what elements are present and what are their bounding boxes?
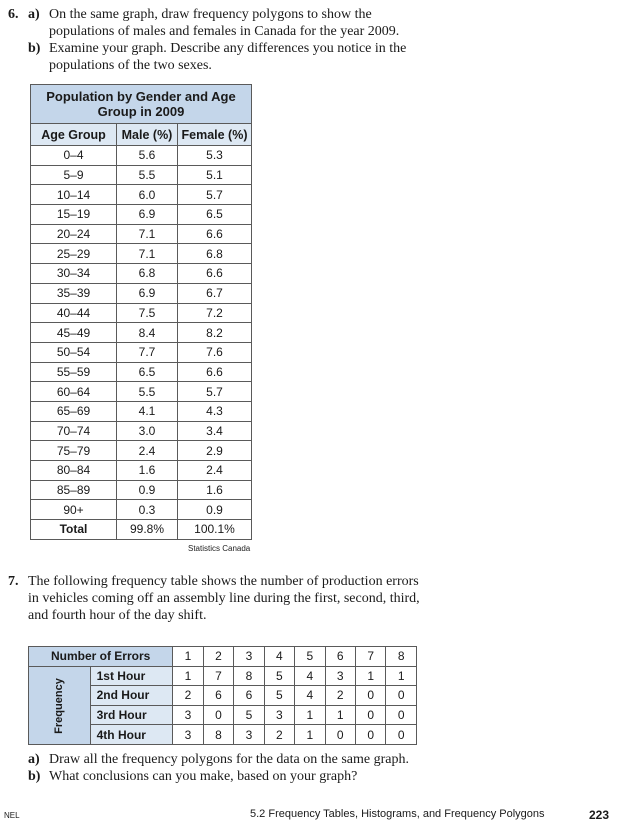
table-cell: 1.6 (178, 480, 252, 500)
age-group-cell: 65–69 (31, 401, 117, 421)
total-row (31, 520, 252, 540)
age-group-cell: 55–59 (31, 362, 117, 382)
age-group-cell: 70–74 (31, 421, 117, 441)
question-line: and fourth hour of the day shift. (28, 608, 207, 623)
table-cell: 7.1 (117, 244, 178, 264)
table-row (31, 283, 252, 303)
table-cell: 3.0 (117, 421, 178, 441)
table-row (31, 421, 252, 441)
table-row (31, 401, 252, 421)
part-b-line: Examine your graph. Describe any differences you notice in the (49, 41, 407, 56)
table-cell: 1 (386, 666, 417, 686)
table-cell: 6.6 (178, 224, 252, 244)
table-cell: 1 (356, 666, 386, 686)
table-cell: 2.4 (117, 441, 178, 461)
table-cell: 5 (234, 705, 264, 725)
question-number: 6. (8, 7, 19, 22)
part-a-line: On the same graph, draw frequency polygons to show the (49, 7, 372, 22)
question-7-parts (28, 751, 618, 791)
table-cell: 5.1 (178, 165, 252, 185)
table-cell: 0 (386, 705, 417, 725)
table-cell: 4.3 (178, 401, 252, 421)
table-cell: 0.9 (178, 500, 252, 520)
table-cell: 7.1 (117, 224, 178, 244)
table-cell: 5.5 (117, 382, 178, 402)
table-cell: 3 (173, 725, 203, 745)
error-count-header: 3 (234, 647, 264, 667)
table-cell: 4.1 (117, 401, 178, 421)
question-7 (8, 573, 618, 628)
hour-label: 2nd Hour (90, 686, 173, 706)
table-cell: 5 (264, 666, 294, 686)
table-cell: 8.2 (178, 323, 252, 343)
table-cell: 5 (264, 686, 294, 706)
table-cell: 2 (173, 686, 203, 706)
table-cell: 3 (173, 705, 203, 725)
part-b-label: b) (28, 41, 41, 56)
table-cell: 2.4 (178, 461, 252, 481)
error-count-header: 4 (264, 647, 294, 667)
table-row (31, 441, 252, 461)
table-row (31, 185, 252, 205)
column-header: Female (%) (178, 124, 252, 146)
table-cell: 5.7 (178, 185, 252, 205)
table-row (31, 480, 252, 500)
table-cell: 1 (295, 705, 325, 725)
table-cell: 3.4 (178, 421, 252, 441)
error-count-header: 7 (356, 647, 386, 667)
age-group-cell: 40–44 (31, 303, 117, 323)
table-row (31, 362, 252, 382)
table-row (31, 342, 252, 362)
table-cell: 2 (264, 725, 294, 745)
table-cell: 3 (264, 705, 294, 725)
source-note: Statistics Canada (188, 544, 251, 553)
table-cell: 0 (386, 686, 417, 706)
table-cell: 5.3 (178, 146, 252, 166)
error-count-header: 8 (386, 647, 417, 667)
error-count-header: 5 (295, 647, 325, 667)
table-cell: 1.6 (117, 461, 178, 481)
table-cell: 6.8 (117, 264, 178, 284)
part-b-line: populations of the two sexes. (49, 58, 212, 73)
table-cell: 0 (356, 705, 386, 725)
table-cell: 5.6 (117, 146, 178, 166)
column-header: Age Group (31, 124, 117, 146)
age-group-cell: 85–89 (31, 480, 117, 500)
table-cell: 6.6 (178, 362, 252, 382)
table-cell: 2.9 (178, 441, 252, 461)
errors-table (28, 646, 417, 745)
table-cell: 3 (325, 666, 355, 686)
frequency-side-label: Frequency (29, 666, 91, 744)
hour-label: 4th Hour (90, 725, 173, 745)
error-count-header: 1 (173, 647, 203, 667)
table-cell: 8 (234, 666, 264, 686)
table-row (31, 165, 252, 185)
table-cell: 7.6 (178, 342, 252, 362)
age-group-cell: 15–19 (31, 205, 117, 225)
question-line: in vehicles coming off an assembly line during the first, second, third, (28, 591, 420, 606)
age-group-cell: 80–84 (31, 461, 117, 481)
part-a-label: a) (28, 752, 40, 767)
table-cell: 8.4 (117, 323, 178, 343)
table-row (31, 303, 252, 323)
table-cell: 3 (234, 725, 264, 745)
table-cell: 7.2 (178, 303, 252, 323)
table-cell: 1 (325, 705, 355, 725)
hour-label: 3rd Hour (90, 705, 173, 725)
table-cell: 0 (386, 725, 417, 745)
table-title: Population by Gender and Age Group in 2009 (31, 85, 252, 124)
table-cell: 4 (295, 686, 325, 706)
hour-label: 1st Hour (90, 666, 173, 686)
question-line: The following frequency table shows the number of production errors (28, 574, 419, 589)
table-cell: 0.9 (117, 480, 178, 500)
section-title: 5.2 Frequency Tables, Histograms, and Frequency Polygons (250, 808, 545, 820)
population-table (30, 84, 252, 540)
table-cell: 7.5 (117, 303, 178, 323)
table-cell: 0 (356, 686, 386, 706)
table-cell: 6 (234, 686, 264, 706)
table-cell: 1 (295, 725, 325, 745)
table-cell: 6.5 (178, 205, 252, 225)
age-group-cell: 20–24 (31, 224, 117, 244)
table-cell: 6.5 (117, 362, 178, 382)
part-b-text: What conclusions can you make, based on your graph? (49, 769, 358, 784)
table-cell: 7.7 (117, 342, 178, 362)
age-group-cell: 35–39 (31, 283, 117, 303)
age-group-cell: 25–29 (31, 244, 117, 264)
table-cell: 5.5 (117, 165, 178, 185)
table-cell: 0.3 (117, 500, 178, 520)
table-row (31, 224, 252, 244)
part-b-label: b) (28, 769, 41, 784)
age-group-cell: 50–54 (31, 342, 117, 362)
table-cell: 6.0 (117, 185, 178, 205)
age-group-cell: 60–64 (31, 382, 117, 402)
table-row (31, 205, 252, 225)
table-cell: 6 (203, 686, 233, 706)
table-cell: 0 (325, 725, 355, 745)
publisher-mark: NEL (4, 811, 20, 820)
table-cell: 4 (295, 666, 325, 686)
age-group-cell: 75–79 (31, 441, 117, 461)
question-6 (8, 6, 618, 76)
error-count-header: 6 (325, 647, 355, 667)
table-cell: 0 (203, 705, 233, 725)
table-cell: 6.9 (117, 283, 178, 303)
table-cell: 1 (173, 666, 203, 686)
table-row (31, 146, 252, 166)
part-a-line: populations of males and females in Canada for the year 2009. (49, 24, 400, 39)
age-group-cell: 45–49 (31, 323, 117, 343)
table-row (31, 382, 252, 402)
corner-header: Number of Errors (29, 647, 173, 667)
age-group-cell: 90+ (31, 500, 117, 520)
part-a-label: a) (28, 7, 40, 22)
age-group-cell: 5–9 (31, 165, 117, 185)
page-number: 223 (589, 808, 610, 822)
age-group-cell: 0–4 (31, 146, 117, 166)
table-cell: 0 (356, 725, 386, 745)
table-row (31, 323, 252, 343)
table-row (31, 244, 252, 264)
table-cell: 7 (203, 666, 233, 686)
table-cell: 99.8% (117, 520, 178, 540)
table-cell: 6.9 (117, 205, 178, 225)
total-label: Total (31, 520, 117, 540)
part-a-text: Draw all the frequency polygons for the data on the same graph. (49, 752, 409, 767)
column-header: Male (%) (117, 124, 178, 146)
table-cell: 6.8 (178, 244, 252, 264)
error-count-header: 2 (203, 647, 233, 667)
table-cell: 6.6 (178, 264, 252, 284)
table-row (31, 500, 252, 520)
table-row (31, 264, 252, 284)
table-cell: 8 (203, 725, 233, 745)
table-row (29, 666, 417, 686)
question-number: 7. (8, 574, 19, 589)
table-cell: 2 (325, 686, 355, 706)
table-cell: 5.7 (178, 382, 252, 402)
table-cell: 6.7 (178, 283, 252, 303)
table-row (31, 461, 252, 481)
age-group-cell: 30–34 (31, 264, 117, 284)
age-group-cell: 10–14 (31, 185, 117, 205)
table-cell: 100.1% (178, 520, 252, 540)
